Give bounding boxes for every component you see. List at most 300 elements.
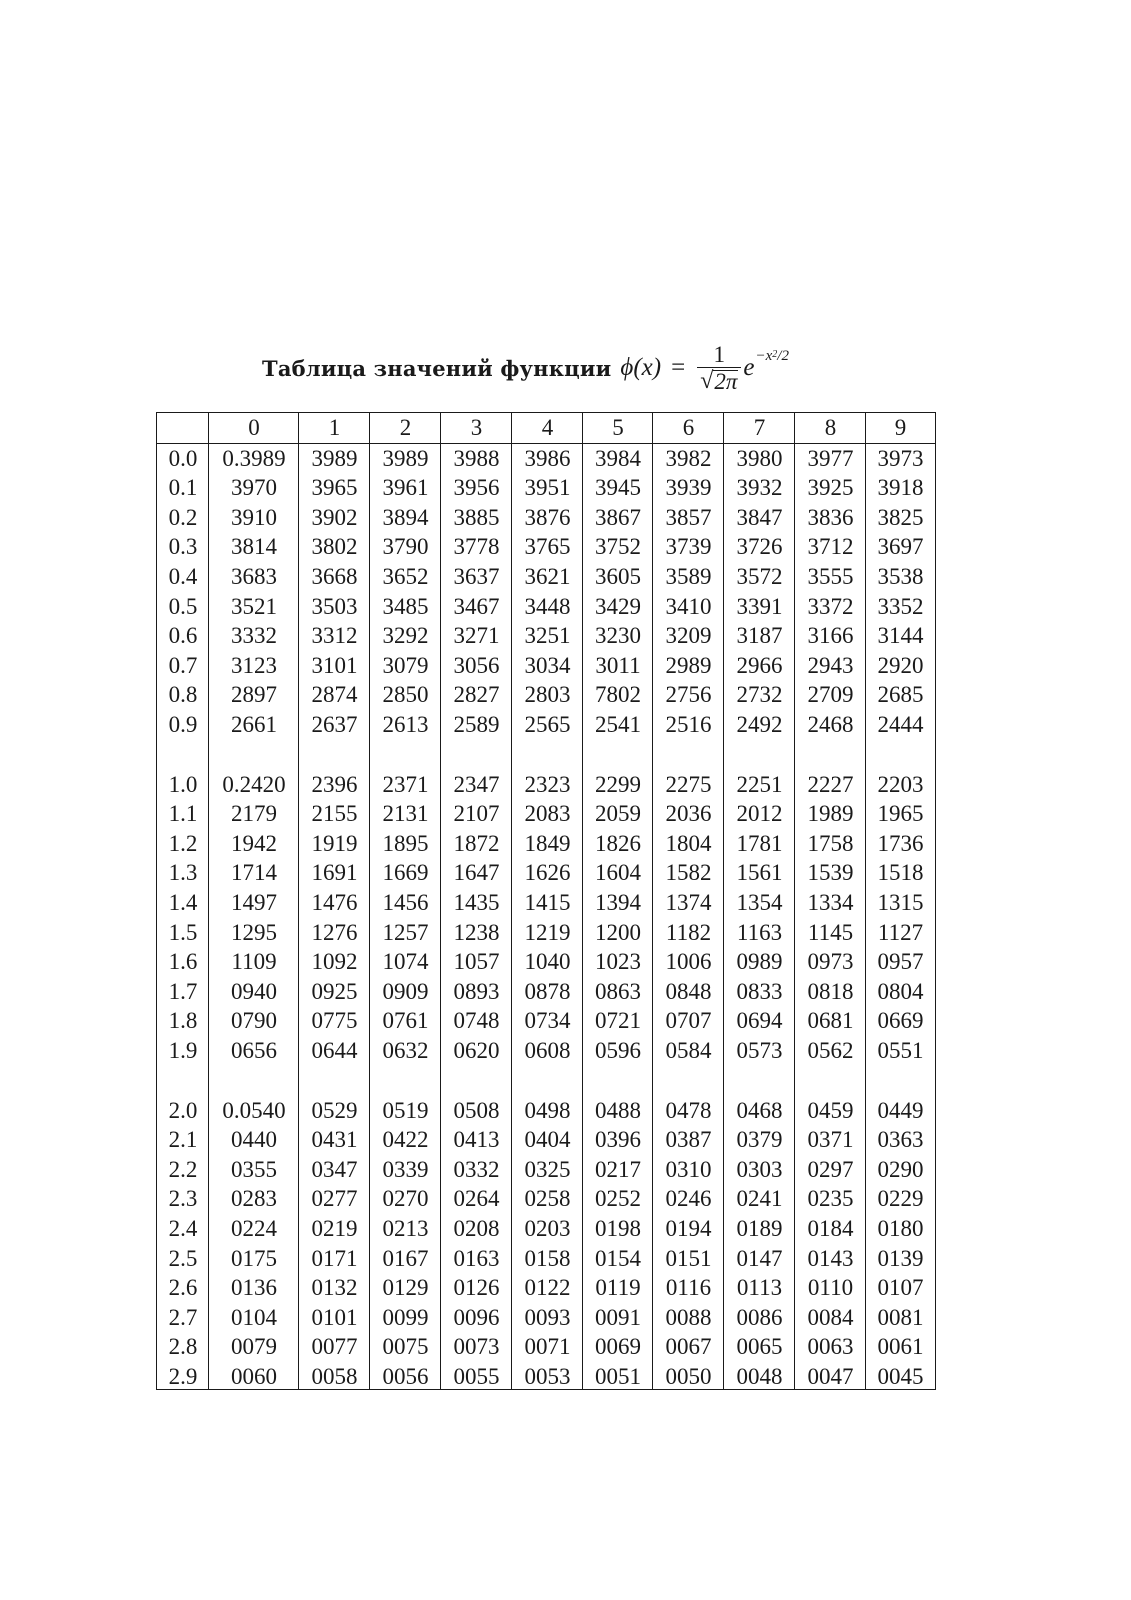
table-cell: 0.2420 [222,771,286,797]
column-header: 6 [682,415,695,440]
row-label: 1.4 [168,889,198,915]
table-cell: 0246 [665,1186,712,1212]
column-header: 2 [399,415,412,440]
table-cell: 0096 [453,1304,500,1330]
row-label: 2.7 [168,1304,198,1330]
table-cell: 3312 [311,623,358,649]
table-cell: 2709 [807,682,854,708]
table-cell: 1497 [231,889,277,915]
row-label: 2.6 [168,1275,198,1301]
formula-numerator: 1 [713,342,726,367]
row-label: 2.2 [168,1156,198,1182]
table-cell: 3986 [524,445,571,471]
table-cell: 0681 [807,1008,854,1034]
table-cell: 2850 [382,682,429,708]
table-cell: 0224 [231,1215,277,1241]
table-cell: 2227 [807,771,854,797]
table-cell: 0071 [524,1334,571,1360]
table-cell: 0047 [807,1363,854,1389]
table-cell: 3951 [524,475,571,501]
table-cell: 1736 [877,830,924,856]
table-cell: 1456 [382,889,429,915]
table-cell: 7802 [595,682,641,708]
row-label: 1.0 [168,771,198,797]
table-cell: 3752 [595,534,641,560]
table-cell: 3945 [595,475,641,501]
table-cell: 0734 [524,1008,571,1034]
table-cell: 1518 [877,860,924,886]
table-cell: 1182 [665,919,712,945]
table-cell: 0258 [524,1186,571,1212]
row-label: 1.2 [168,830,198,856]
table-cell: 0065 [736,1334,783,1360]
table-cell: 0277 [311,1186,358,1212]
row-label: 0.6 [168,623,198,649]
table-cell: 1295 [231,919,277,945]
table-cell: 2347 [453,771,500,797]
row-label: 0.5 [168,593,198,619]
table-cell: 0171 [311,1245,358,1271]
table-cell: 2131 [382,801,429,827]
table-cell: 0067 [665,1334,712,1360]
table-cell: 3429 [595,593,641,619]
table-cell: 0252 [595,1186,641,1212]
table-cell: 3697 [877,534,924,560]
row-label: 0.1 [168,475,198,501]
table-cell: 0079 [231,1334,277,1360]
table-cell: 3605 [595,563,641,589]
table-cell: 0325 [524,1156,571,1182]
formula-denominator [697,367,741,393]
table-cell: 0498 [524,1097,571,1123]
table-cell: 2685 [877,682,924,708]
table-cell: 1561 [736,860,783,886]
column-header: 8 [824,415,837,440]
table-cell: 0519 [382,1097,429,1123]
table-cell: 1163 [736,919,783,945]
table-cell: 0217 [595,1156,641,1182]
table-cell: 3448 [524,593,571,619]
table-cell: 2251 [736,771,783,797]
table-cell: 3467 [453,593,500,619]
row-label: 0.2 [168,504,198,530]
table-cell: 3726 [736,534,783,560]
table-cell: 1826 [595,830,641,856]
table-cell: 3683 [231,563,277,589]
table-cell: 0167 [382,1245,429,1271]
table-cell: 1989 [807,801,854,827]
table-cell: 1394 [595,889,641,915]
table-cell: 0347 [311,1156,358,1182]
table-cell: 1057 [453,949,500,975]
table-cell: 1626 [524,860,571,886]
table-cell: 2083 [524,801,571,827]
table-cell: 0264 [453,1186,500,1212]
table-cell: 3965 [311,475,358,501]
table-cell: 0175 [231,1245,277,1271]
table-cell: 3790 [382,534,429,560]
table-cell: 0909 [382,978,429,1004]
table-cell: 2732 [736,682,783,708]
table-cell: 2661 [231,711,277,737]
table-cell: 3939 [665,475,712,501]
table-cell: 1219 [524,919,571,945]
table-cell: 0355 [231,1156,277,1182]
table-cell: 0488 [595,1097,641,1123]
table-cell: 3973 [877,445,924,471]
table-cell: 0303 [736,1156,783,1182]
table-cell: 0632 [382,1037,429,1063]
row-label: 2.1 [168,1127,198,1153]
table-cell: 3352 [877,593,924,619]
table-cell: 0208 [453,1215,500,1241]
table-cell: 0608 [524,1037,571,1063]
table-cell: 0088 [665,1304,712,1330]
table-cell: 2323 [524,771,571,797]
table-cell: 3503 [311,593,358,619]
table-cell: 2803 [524,682,571,708]
table-cell: 0529 [311,1097,358,1123]
table-cell: 3977 [807,445,854,471]
row-label: 0.4 [168,563,198,589]
table-cell: 3739 [665,534,712,560]
table-cell: 3956 [453,475,500,501]
formula-lhs: ϕ(x) [620,354,662,381]
table-cell: 3876 [524,504,571,530]
table-cell: 3894 [382,504,429,530]
row-label: 1.9 [168,1037,198,1063]
table-cell: 2107 [453,801,500,827]
row-label: 2.0 [168,1097,198,1123]
table-cell: 0893 [453,978,500,1004]
table-cell: 0596 [595,1037,641,1063]
table-cell: 0989 [736,949,783,975]
formula-exponent [756,348,789,365]
table-cell: 1919 [311,830,358,856]
table-cell: 0290 [877,1156,924,1182]
table-cell: 3209 [665,623,712,649]
table-cell: 3410 [665,593,712,619]
row-label: 0.7 [168,652,198,678]
table-cell: 0143 [807,1245,854,1271]
table-cell: 3802 [311,534,358,560]
table-cell: 0180 [877,1215,924,1241]
formula-exponent-var: −x [755,347,773,364]
table-cell: 3621 [524,563,571,589]
table-cell: 2943 [807,652,854,678]
table-cell: 0154 [595,1245,641,1271]
table-cell: 1539 [807,860,854,886]
table-cell: 0235 [807,1186,854,1212]
column-header: 3 [470,415,483,440]
table-cell: 3989 [311,445,358,471]
row-label: 1.1 [168,801,198,827]
table-cell: 2468 [807,711,854,737]
table-cell: 0297 [807,1156,854,1182]
row-label: 2.3 [168,1186,198,1212]
table-cell: 0449 [877,1097,924,1123]
table-cell: 1415 [524,889,571,915]
table-cell: 0363 [877,1127,924,1153]
table-cell: 0084 [807,1304,854,1330]
table-cell: 1145 [807,919,854,945]
table-cell: 0136 [231,1275,277,1301]
table-cell: 3391 [736,593,783,619]
table-cell: 0283 [231,1186,277,1212]
table-cell: 0804 [877,978,924,1004]
table-cell: 2756 [665,682,712,708]
table-cell: 3521 [231,593,277,619]
table-cell: 0848 [665,978,712,1004]
table-cell: 3271 [453,623,500,649]
table-cell: 1257 [382,919,429,945]
row-label: 2.9 [168,1363,198,1389]
table-cell: 0790 [231,1008,277,1034]
density-formula [620,343,789,393]
table-cell: 0.0540 [222,1097,286,1123]
table-cell: 1374 [665,889,712,915]
table-cell: 0091 [595,1304,641,1330]
table-cell: 0163 [453,1245,500,1271]
table-cell: 2444 [877,711,924,737]
table-cell: 3961 [382,475,429,501]
table-cell: 0468 [736,1097,783,1123]
table-cell: 2827 [453,682,500,708]
table-cell: 2541 [595,711,641,737]
table-cell: 0379 [736,1127,783,1153]
table-cell: 0878 [524,978,571,1004]
table-cell: 1127 [877,919,924,945]
table-cell: 2179 [231,801,277,827]
table-cell: 0055 [453,1363,500,1389]
table-cell: 2203 [877,771,924,797]
table-cell: 3970 [231,475,277,501]
table-cell: 1691 [311,860,358,886]
table-cell: 3034 [524,652,571,678]
table-cell: 2299 [595,771,641,797]
table-cell: 0694 [736,1008,783,1034]
table-cell: 1435 [453,889,500,915]
row-label: 1.3 [168,860,198,886]
table-cell: 1895 [382,830,429,856]
table-cell: 1276 [311,919,358,945]
sqrt-icon: √ [700,368,714,394]
table-cell: 0110 [807,1275,854,1301]
table-cell: 0957 [877,949,924,975]
table-cell: 0122 [524,1275,571,1301]
table-cell: 0069 [595,1334,641,1360]
table-cell: 1714 [231,860,277,886]
table-cell: 0422 [382,1127,429,1153]
table-cell: 3292 [382,623,429,649]
table-cell: 3332 [231,623,277,649]
row-label: 1.6 [168,949,198,975]
table-cell: 1804 [665,830,712,856]
column-header: 0 [248,415,260,440]
table-cell: 1023 [595,949,641,975]
table-cell: 0973 [807,949,854,975]
table-cell: 2059 [595,801,641,827]
table-cell: 0644 [311,1037,358,1063]
table-cell: 3712 [807,534,854,560]
table-cell: 0332 [453,1156,500,1182]
formula-base: e [743,354,755,381]
table-cell: 0151 [665,1245,712,1271]
table-cell: 0075 [382,1334,429,1360]
table-cell: 3123 [231,652,277,678]
table-cell: 3652 [382,563,429,589]
table-cell: 0459 [807,1097,854,1123]
table-cell: 0139 [877,1245,924,1271]
table-cell: 3778 [453,534,500,560]
table-cell: 0761 [382,1008,429,1034]
table-cell: 0396 [595,1127,641,1153]
table-cell: 1315 [877,889,924,915]
table-cell: 3925 [807,475,854,501]
table-cell: 0818 [807,978,854,1004]
table-cell: 0413 [453,1127,500,1153]
table-cell: 1781 [736,830,783,856]
formula-equals: = [671,354,686,381]
table-cell: 3814 [231,534,277,560]
row-label: 2.4 [168,1215,198,1241]
table-cell: 0431 [311,1127,358,1153]
table-cell: 0270 [382,1186,429,1212]
table-cell: 0061 [877,1334,924,1360]
table-cell: 3910 [231,504,277,530]
table-cell: 2275 [665,771,712,797]
table-cell: 0081 [877,1304,924,1330]
table-cell: 0.3989 [222,445,286,471]
row-label: 0.3 [168,534,198,560]
table-cell: 1872 [453,830,500,856]
table-cell: 3902 [311,504,358,530]
table-cell: 0721 [595,1008,641,1034]
table-cell: 0669 [877,1008,924,1034]
table-cell: 0562 [807,1037,854,1063]
table-cell: 3988 [453,445,500,471]
table-cell: 0053 [524,1363,571,1389]
table-cell: 1758 [807,830,854,856]
table-cell: 0620 [453,1037,500,1063]
table-cell: 0126 [453,1275,500,1301]
table-cell: 3836 [807,504,854,530]
table-cell: 3485 [382,593,429,619]
title-text: Таблица значений функции [262,355,612,381]
table-cell: 3166 [807,623,854,649]
formula-fraction [697,343,741,393]
table-cell: 3765 [524,534,571,560]
table-cell: 0101 [311,1304,358,1330]
table-cell: 2565 [524,711,571,737]
table-cell: 2920 [877,652,924,678]
table-cell: 2492 [736,711,783,737]
table-cell: 0833 [736,978,783,1004]
table-cell: 2989 [665,652,712,678]
column-header: 7 [753,415,766,440]
table-cell: 3011 [595,652,641,678]
table-cell: 3144 [877,623,924,649]
table-cell: 0387 [665,1127,712,1153]
table-cell: 2874 [311,682,358,708]
table-cell: 3867 [595,504,641,530]
table-cell: 2637 [311,711,358,737]
table-cell: 3989 [382,445,429,471]
table-cell: 0213 [382,1215,429,1241]
table-cell: 2613 [382,711,429,737]
table-cell: 0099 [382,1304,429,1330]
table-cell: 1354 [736,889,783,915]
row-label: 0.8 [168,682,198,708]
table-cell: 0086 [736,1304,783,1330]
table-cell: 2155 [311,801,358,827]
table-cell: 0104 [231,1304,277,1330]
table-cell: 0129 [382,1275,429,1301]
table-cell: 1074 [382,949,429,975]
table-cell: 0050 [665,1363,712,1389]
table-cell: 0107 [877,1275,924,1301]
table-cell: 1476 [311,889,358,915]
table-cell: 0478 [665,1097,712,1123]
table-cell: 0775 [311,1008,358,1034]
table-cell: 3079 [382,652,429,678]
table-cell: 2516 [665,711,712,737]
table-cell: 0371 [807,1127,854,1153]
row-label: 2.8 [168,1334,198,1360]
column-header: 9 [894,415,907,440]
table-cell: 3572 [736,563,783,589]
table-cell: 1040 [524,949,571,975]
table-cell: 2371 [382,771,429,797]
table-cell: 1334 [807,889,854,915]
table-cell: 0219 [311,1215,358,1241]
table-cell: 0119 [595,1275,641,1301]
table-cell: 1965 [877,801,924,827]
table-cell: 0508 [453,1097,500,1123]
table-cell: 1109 [231,949,277,975]
table-cell: 0925 [311,978,358,1004]
table-cell: 0063 [807,1334,854,1360]
table-cell: 3251 [524,623,571,649]
table-cell: 2897 [231,682,277,708]
table-cell: 0048 [736,1363,783,1389]
table-cell: 0198 [595,1215,641,1241]
table-cell: 3984 [595,445,641,471]
formula-exponent-tail: /2 [777,347,789,364]
formula-sqrt-content: 2π [714,369,738,394]
table-cell: 3918 [877,475,924,501]
table-cell: 0940 [231,978,277,1004]
table-cell: 3230 [595,623,641,649]
row-label: 0.9 [168,711,198,737]
table-cell: 3847 [736,504,783,530]
table-cell: 1582 [665,860,712,886]
table-cell: 0656 [231,1037,277,1063]
table-cell: 0203 [524,1215,571,1241]
values-table [156,412,936,1390]
table-cell: 1238 [453,919,500,945]
table-cell: 2396 [311,771,358,797]
table-cell: 3555 [807,563,854,589]
table-cell: 3589 [665,563,712,589]
table-cell: 0339 [382,1156,429,1182]
table-cell: 0077 [311,1334,358,1360]
table-cell: 0194 [665,1215,712,1241]
table-cell: 3982 [665,445,712,471]
row-label: 0.0 [168,445,198,471]
row-label: 2.5 [168,1245,198,1271]
table-cell: 3668 [311,563,358,589]
